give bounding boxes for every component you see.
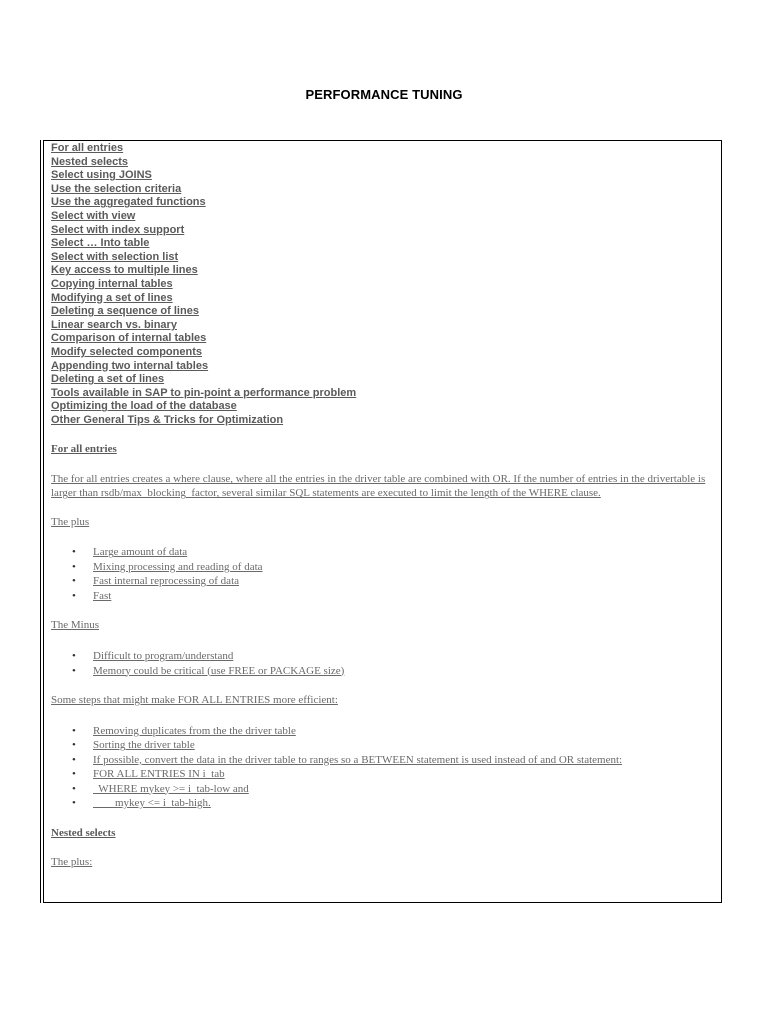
plus-list — [51, 545, 713, 603]
bullet-icon: • — [72, 650, 76, 663]
bullet-icon: • — [72, 753, 76, 766]
bullet-icon: • — [72, 575, 76, 588]
toc-link[interactable]: Select with selection list — [51, 250, 179, 263]
toc-link[interactable]: Select … Into table — [51, 237, 150, 250]
list-item: • WHERE mykey >= i_tab-low and — [72, 782, 249, 795]
content-inner — [51, 142, 713, 869]
toc-link[interactable]: Linear search vs. binary — [51, 318, 177, 331]
toc-link[interactable]: Other General Tips & Tricks for Optimization — [51, 413, 284, 426]
table-of-contents — [51, 142, 713, 427]
minus-label: The Minus — [51, 619, 99, 632]
list-item: • Large amount of data — [72, 546, 188, 559]
toc-link[interactable]: Use the aggregated functions — [51, 196, 206, 209]
section-heading-for-all-entries[interactable]: For all entries — [51, 443, 117, 456]
bullet-icon: • — [72, 796, 76, 809]
section-heading-nested-selects[interactable]: Nested selects — [51, 827, 116, 840]
bullet-icon: • — [72, 560, 76, 573]
bullet-icon: • — [72, 589, 76, 602]
toc-link[interactable]: Optimizing the load of the database — [51, 400, 237, 413]
list-item: • If possible, convert the data in the driver table to ranges so a BETWEEN statement is used instead of and OR statement: — [72, 753, 623, 766]
list-item: • FOR ALL ENTRIES IN i_tab — [72, 768, 225, 781]
page-title: PERFORMANCE TUNING — [305, 87, 463, 102]
bullet-icon: • — [72, 768, 76, 781]
toc-link[interactable]: Deleting a sequence of lines — [51, 305, 199, 318]
margin-rule — [40, 140, 41, 903]
toc-link[interactable]: For all entries — [51, 142, 124, 154]
toc-link[interactable]: Key access to multiple lines — [51, 264, 198, 277]
bullet-icon: • — [72, 739, 76, 752]
bullet-icon: • — [72, 782, 76, 795]
intro-paragraph: The for all entries creates a where clause, where all the entries in the driver table are combined with OR. If the number of entries in the drivertable is larger than rsdb/max_blocking_factor, several similar SQL statements are executed to limit the length of the WHERE clause. — [51, 473, 706, 500]
bullet-icon: • — [72, 724, 76, 737]
toc-link[interactable]: Copying internal tables — [51, 277, 173, 290]
steps-list — [51, 724, 713, 810]
list-item: • Difficult to program/understand — [72, 650, 234, 663]
bullet-icon: • — [72, 546, 76, 559]
toc-link[interactable]: Modifying a set of lines — [51, 291, 173, 304]
nested-plus-label: The plus: — [51, 856, 93, 869]
toc-link[interactable]: Comparison of internal tables — [51, 332, 207, 345]
list-item: • Mixing processing and reading of data — [72, 560, 263, 573]
toc-link[interactable]: Select with index support — [51, 223, 185, 236]
list-item: • mykey <= i_tab-high. — [72, 796, 211, 809]
toc-link[interactable]: Nested selects — [51, 155, 129, 168]
steps-label: Some steps that might make FOR ALL ENTRIES more efficient: — [51, 693, 338, 706]
toc-link[interactable]: Appending two internal tables — [51, 359, 209, 372]
list-item: • Fast — [72, 589, 112, 602]
list-item: • Sorting the driver table — [72, 739, 195, 752]
plus-label: The plus — [51, 516, 90, 529]
list-item: • Memory could be critical (use FREE or PACKAGE size) — [72, 664, 345, 677]
toc-link[interactable]: Tools available in SAP to pin-point a performance problem — [51, 386, 357, 399]
toc-link[interactable]: Select with view — [51, 209, 136, 222]
toc-link[interactable]: Deleting a set of lines — [51, 373, 165, 386]
list-item: • Removing duplicates from the the driver table — [72, 724, 296, 737]
toc-link[interactable]: Use the selection criteria — [51, 182, 182, 195]
minus-list — [51, 649, 713, 678]
list-item: • Fast internal reprocessing of data — [72, 575, 240, 588]
toc-link[interactable]: Select using JOINS — [51, 169, 152, 182]
toc-link[interactable]: Modify selected components — [51, 345, 202, 358]
content-box — [43, 140, 722, 903]
bullet-icon: • — [72, 664, 76, 677]
